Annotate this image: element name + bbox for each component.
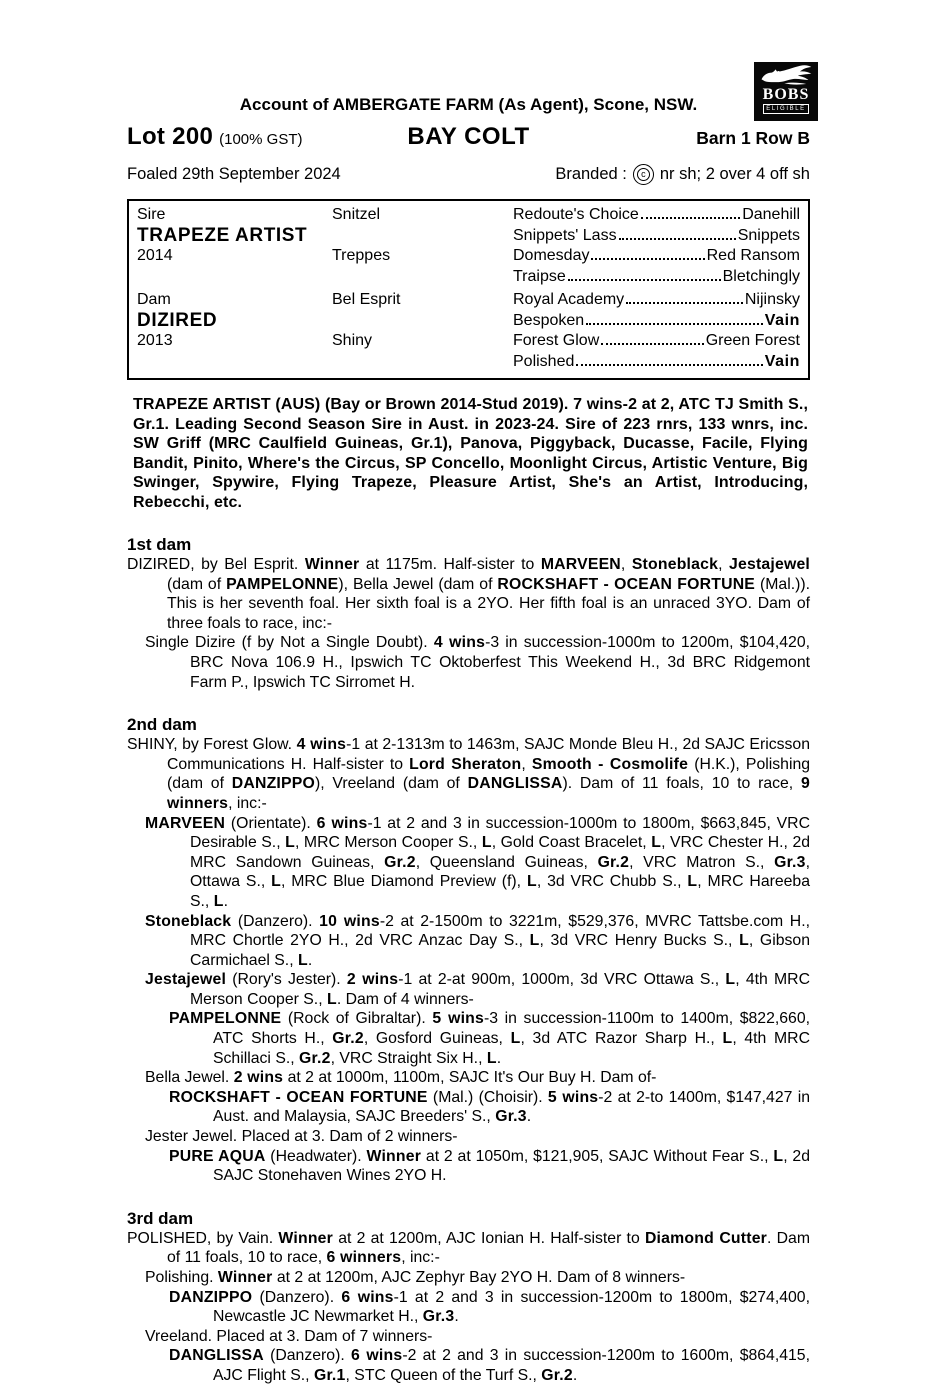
pedigree-cell-parent bbox=[332, 311, 513, 332]
pedigree-cell-main: 2014 bbox=[137, 247, 173, 264]
dot-leader bbox=[641, 217, 740, 219]
pedigree-cell-ancestors bbox=[513, 290, 808, 311]
dot-leader bbox=[576, 364, 762, 366]
pedigree-cell-parent: Shiny bbox=[332, 332, 373, 349]
bobs-logo-title: BOBS bbox=[762, 86, 810, 103]
pedigree-row bbox=[129, 267, 808, 288]
pedigree-cell-main: 2013 bbox=[137, 332, 173, 349]
pedigree-paragraph: SHINY, by Forest Glow. 4 wins-1 at 2-1313m to 1463m, SAJC Monde Bleu H., 2d SAJC Ericsson Communications H. Half-sister to Lord Sheraton, Smooth - Cosmolife (H.K.), Polishing (dam of DANZIPPO), Vreeland (dam of DANGLISSA). Dam of 11 foals, 10 to race, 9 winners, inc:- bbox=[127, 736, 811, 812]
pedigree-paragraph: Polishing. Winner at 2 at 1200m, AJC Zephyr Bay 2YO H. Dam of 8 winners- bbox=[145, 1269, 686, 1286]
pedigree-cell-parent: Treppes bbox=[332, 247, 391, 264]
pedigree-paragraph: Bella Jewel. 2 wins at 2 at 1000m, 1100m, SAJC It's Our Buy H. Dam of- bbox=[145, 1069, 657, 1087]
dam-heading: 2nd dam bbox=[127, 715, 197, 735]
ancestor-name: Domesday bbox=[513, 247, 590, 264]
branded-line bbox=[555, 164, 810, 185]
pedigree-paragraph: Jestajewel (Rory's Jester). 2 wins-1 at 2-at 900m, 1000m, 3d VRC Ottawa S., L, 4th MRC Merson Cooper S., L. Dam of 4 winners- bbox=[145, 971, 810, 1008]
pedigree-cell-main bbox=[129, 352, 332, 373]
ancestor-sire: Danehill bbox=[742, 206, 800, 223]
lot-number: Lot 200 bbox=[127, 123, 214, 150]
pedigree-paragraph: ROCKSHAFT - OCEAN FORTUNE (Mal.) (Choisir). 5 wins-2 at 2-to 1400m, $147,427 in Aust. and Malaysia, SAJC Breeders' S., Gr.3. bbox=[169, 1088, 810, 1126]
pedigree-cell-parent: Snitzel bbox=[332, 206, 381, 223]
pedigree-paragraph: Single Dizire (f by Not a Single Doubt). 4 wins-3 in succession-1000m to 1200m, $104,420, BRC Nova 106.9 H., Ipswich TC Oktoberfest This Weekend H., 3d BRC Ridgemont Farm P., Ipswich TC Sirromet H. bbox=[145, 634, 810, 691]
pedigree-paragraph: Stoneblack (Danzero). 10 wins-2 at 2-1500m to 3221m, $529,376, MVRC Tattsbe.com H., MRC Chortle 2YO H., 2d VRC Anzac Day S., L, 3d VRC Henry Bucks S., L, Gibson Carmichael S., L. bbox=[145, 912, 810, 969]
pedigree-row bbox=[129, 352, 808, 373]
dam-heading: 3rd dam bbox=[127, 1208, 194, 1228]
pedigree-cell-ancestors bbox=[513, 226, 808, 247]
pedigree-row bbox=[129, 226, 808, 247]
pedigree-cell-ancestors bbox=[513, 352, 808, 373]
branded-detail: nr sh; 2 over 4 off sh bbox=[659, 165, 810, 183]
pedigree-cell-parent: Bel Esprit bbox=[332, 291, 401, 308]
pedigree-paragraph: Vreeland. Placed at 3. Dam of 7 winners- bbox=[145, 1327, 433, 1345]
pedigree-cell-ancestors bbox=[513, 311, 808, 332]
pedigree-row bbox=[129, 331, 808, 352]
pedigree-paragraph: MARVEEN (Orientate). 6 wins-1 at 2 and 3 in succession-1000m to 1800m, $663,845, VRC Desirable S., L, MRC Merson Cooper S., L, Gold Coast Bracelet, L, VRC Chester H., 2d MRC Sandown Guineas, Gr.2, Queensland Guineas, Gr.2, VRC Matron S., Gr.3, Ottawa S., L, MRC Blue Diamond Preview (f), L, 3d VRC Chubb S., L, MRC Hareeba S., L. bbox=[145, 814, 811, 910]
ancestor-name: Redoute's Choice bbox=[513, 206, 639, 223]
pedigree-row bbox=[129, 311, 808, 332]
account-line: Account of AMBERGATE FARM (As Agent), Scone, NSW. bbox=[239, 95, 698, 114]
ancestor-name: Snippets' Lass bbox=[513, 226, 617, 244]
dot-leader bbox=[619, 238, 736, 240]
lot-row bbox=[127, 123, 810, 151]
ancestor-sire: Green Forest bbox=[705, 332, 800, 349]
pedigree-cell-main: DIZIRED bbox=[137, 309, 218, 331]
horse-title: BAY COLT bbox=[407, 123, 530, 150]
gst-note: (100% GST) bbox=[219, 131, 303, 148]
ancestor-sire: Vain bbox=[764, 352, 800, 370]
branded-label: Branded : bbox=[555, 165, 627, 183]
pedigree-paragraph: PURE AQUA (Headwater). Winner at 2 at 1050m, $121,905, SAJC Without Fear S., L, 2d SAJC Stonehaven Wines 2YO H. bbox=[169, 1147, 810, 1185]
pedigree-cell-main bbox=[129, 267, 332, 288]
foaled-date: Foaled 29th September 2024 bbox=[127, 165, 341, 183]
pedigree-cell-parent bbox=[332, 226, 513, 247]
dam-sections bbox=[127, 535, 810, 1386]
pedigree-row bbox=[129, 246, 808, 267]
pedigree-cell-ancestors bbox=[513, 246, 808, 267]
sire-summary: TRAPEZE ARTIST (AUS) (Bay or Brown 2014-Stud 2019). 7 wins-2 at 2, ATC TJ Smith S., Gr.1. Leading Second Season Sire in Aust. in 2023-24. Sire of 223 rnrs, 133 wnrs, inc. SW Griff (MRC Caulfield Guineas, Gr.1), Panova, Piggyback, Ducasse, Facile, Flying Bandit, Pinito, Where's the Circus, SP Concello, Moonlight Circus, Artistic Venture, Big Swinger, Spywire, Flying Trapeze, Pleasure Artist, She's an Artist, Introducing, Rebecchi, etc. bbox=[133, 396, 808, 511]
pedigree-paragraph: PAMPELONNE (Rock of Gibraltar). 5 wins-3 in succession-1100m to 1400m, $822,660, ATC Shorts H., Gr.2, Gosford Guineas, L, 3d ATC Razor Sharp H., L, 4th MRC Schillaci S., Gr.2, VRC Straight Six H., L. bbox=[169, 1010, 810, 1067]
dot-leader bbox=[586, 323, 763, 325]
dam-heading: 1st dam bbox=[127, 535, 192, 554]
ancestor-name: Polished bbox=[513, 352, 575, 370]
pedigree-paragraph: DANZIPPO (Danzero). 6 wins-1 at 2 and 3 in succession-1200m to 1800m, $274,400, Newcastle JC Newmarket H., Gr.3. bbox=[169, 1288, 810, 1326]
pedigree-cell-parent bbox=[332, 267, 513, 288]
pedigree-cell-parent bbox=[332, 352, 513, 373]
dot-leader bbox=[626, 302, 743, 304]
dot-leader bbox=[591, 258, 704, 260]
ancestor-sire: Nijinsky bbox=[744, 291, 800, 308]
pedigree-paragraph: DIZIRED, by Bel Esprit. Winner at 1175m. Half-sister to MARVEEN, Stoneblack, Jestajewel (dam of PAMPELONNE), Bella Jewel (dam of ROCKSHAFT - OCEAN FORTUNE (Mal.)). This is her seventh foal. Her sixth foal is a 2YO. Her fifth foal is an unraced 3YO. Dam of three foals to race, inc:- bbox=[127, 556, 811, 632]
ancestor-name: Forest Glow bbox=[513, 332, 600, 349]
pedigree-paragraph: POLISHED, by Vain. Winner at 2 at 1200m, AJC Ionian H. Half-sister to Diamond Cutter. Dam of 11 foals, 10 to race, 6 winners, inc:- bbox=[127, 1229, 810, 1267]
pedigree-table bbox=[127, 199, 810, 380]
ancestor-name: Bespoken bbox=[513, 311, 585, 329]
pedigree-cell-ancestors bbox=[513, 205, 808, 226]
pedigree-cell-main: TRAPEZE ARTIST bbox=[137, 224, 308, 246]
dot-leader bbox=[601, 343, 703, 345]
catalogue-page bbox=[127, 0, 810, 1386]
pedigree-cell-main: Sire bbox=[137, 206, 166, 223]
pedigree-cell-main: Dam bbox=[137, 291, 171, 308]
pedigree-cell-ancestors bbox=[513, 267, 808, 288]
ancestor-sire: Vain bbox=[764, 311, 800, 329]
bobs-eligible-logo bbox=[754, 62, 818, 121]
pedigree-row bbox=[129, 290, 808, 311]
brand-mark-icon bbox=[633, 164, 654, 185]
pedigree-paragraph: DANGLISSA (Danzero). 6 wins-2 at 2 and 3 in succession-1200m to 1600m, $864,415, AJC Flight S., Gr.1, STC Queen of the Turf S., Gr.2. bbox=[169, 1347, 810, 1384]
pedigree-paragraph: Jester Jewel. Placed at 3. Dam of 2 winners- bbox=[145, 1128, 458, 1146]
ancestor-name: Royal Academy bbox=[513, 291, 625, 308]
horse-head-icon bbox=[759, 64, 813, 88]
dot-leader bbox=[568, 279, 721, 281]
pedigree-cell-ancestors bbox=[513, 331, 808, 352]
ancestor-name: Traipse bbox=[513, 267, 566, 285]
ancestor-sire: Snippets bbox=[737, 226, 800, 244]
bobs-logo-subtitle: ELIGIBLE bbox=[763, 104, 808, 114]
foaled-row bbox=[127, 164, 810, 185]
ancestor-sire: Red Ransom bbox=[706, 247, 800, 264]
brand-mark-letter: c bbox=[637, 168, 650, 181]
lot-group bbox=[127, 123, 357, 151]
pedigree-row bbox=[129, 205, 808, 226]
ancestor-sire: Bletchingly bbox=[722, 267, 800, 285]
barn-location: Barn 1 Row B bbox=[696, 128, 810, 148]
